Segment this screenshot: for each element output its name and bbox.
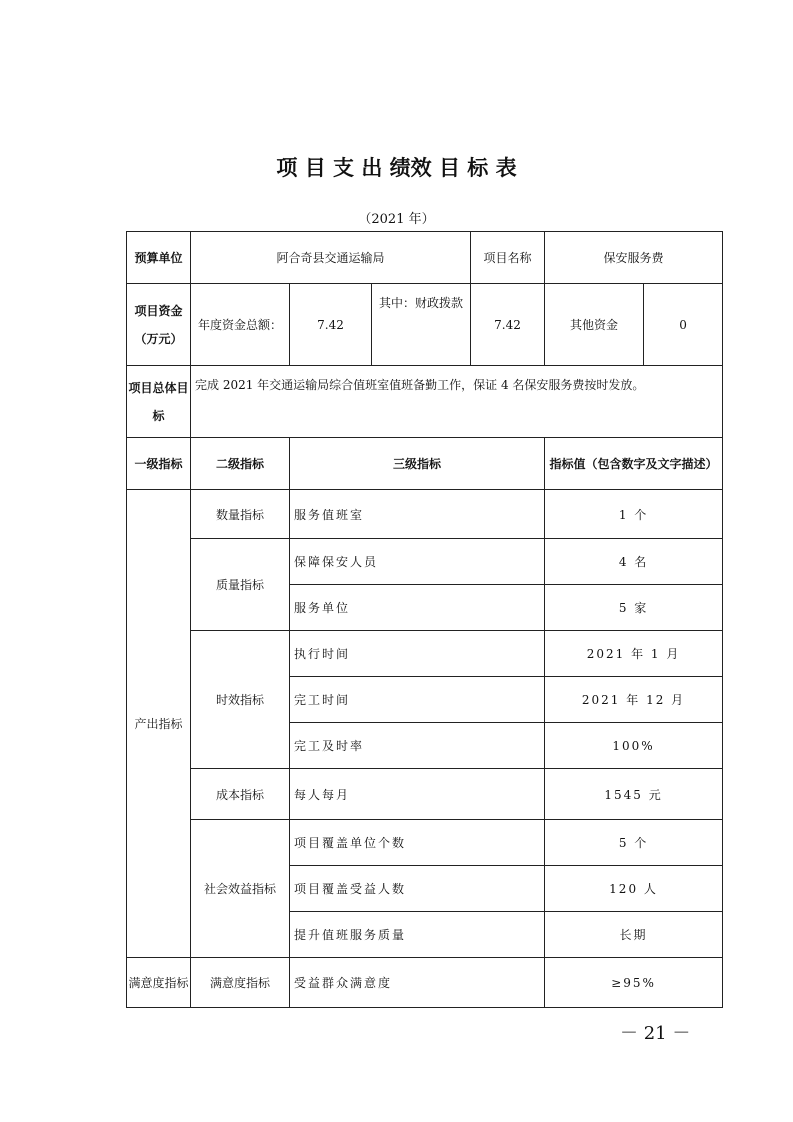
goal-label (127, 366, 191, 438)
indicator-cell: 完工及时率 (290, 723, 545, 769)
funds-label-line2: （万元） (134, 331, 183, 346)
budget-unit-label: 预算单位 (127, 232, 191, 284)
annual-total-value: 7.42 (290, 284, 372, 366)
table-row (127, 820, 723, 866)
table-row (127, 958, 723, 1008)
indicator-cell: 服务值班室 (290, 490, 545, 539)
value-cell: ≥95% (545, 958, 723, 1008)
indicator-cell: 每人每月 (290, 769, 545, 820)
level2-timeliness: 时效指标 (191, 631, 290, 769)
goal-text: 完成 2021 年交通运输局综合值班室值班备勤工作，保证 4 名保安服务费按时发放。 (191, 366, 723, 438)
table-row (127, 631, 723, 677)
value-cell: 100% (545, 723, 723, 769)
level2-satisfaction: 满意度指标 (191, 958, 290, 1008)
value-cell: 120 人 (545, 866, 723, 912)
value-cell: 长期 (545, 912, 723, 958)
value-cell: 2021 年 1 月 (545, 631, 723, 677)
col-level2: 二级指标 (191, 438, 290, 490)
level2-cost: 成本指标 (191, 769, 290, 820)
col-value: 指标值（包含数字及文字描述） (545, 438, 723, 490)
performance-table (126, 231, 723, 1008)
budget-unit-value: 阿合奇县交通运输局 (191, 232, 471, 284)
table-row (127, 769, 723, 820)
indicator-cell: 执行时间 (290, 631, 545, 677)
year-label: （2021 年） (358, 212, 435, 227)
value-cell: 2021 年 12 月 (545, 677, 723, 723)
funds-label-line1: 项目资金 (134, 303, 183, 318)
col-level3: 三级指标 (290, 438, 545, 490)
level2-social: 社会效益指标 (191, 820, 290, 958)
goal-label-line2: 标 (152, 408, 165, 423)
annual-total-label: 年度资金总额： (191, 284, 290, 366)
funds-label (127, 284, 191, 366)
value-cell: 4 名 (545, 539, 723, 585)
value-cell: 5 家 (545, 585, 723, 631)
funds-row (127, 284, 723, 366)
fiscal-value: 7.42 (471, 284, 545, 366)
indicator-cell: 服务单位 (290, 585, 545, 631)
indicator-cell: 项目覆盖单位个数 (290, 820, 545, 866)
table-row (127, 490, 723, 539)
level1-output: 产出指标 (127, 490, 191, 958)
value-cell: 1 个 (545, 490, 723, 539)
indicator-cell: 受益群众满意度 (290, 958, 545, 1008)
project-name-value: 保安服务费 (545, 232, 723, 284)
column-header-row (127, 438, 723, 490)
page-title: 项 目 支 出 绩效 目 标 表 (276, 156, 517, 180)
other-label: 其他资金 (545, 284, 644, 366)
indicator-cell: 完工时间 (290, 677, 545, 723)
other-value: 0 (644, 284, 723, 366)
level1-satisfaction: 满意度指标 (127, 958, 191, 1008)
project-name-label: 项目名称 (471, 232, 545, 284)
level2-quantity: 数量指标 (191, 490, 290, 539)
level2-quality: 质量指标 (191, 539, 290, 631)
goal-row (127, 366, 723, 438)
budget-unit-row (127, 232, 723, 284)
table-row (127, 539, 723, 585)
page-number: － 21 － (620, 1023, 691, 1044)
indicator-cell: 保障保安人员 (290, 539, 545, 585)
goal-label-line1: 项目总体目 (128, 380, 189, 395)
value-cell: 5 个 (545, 820, 723, 866)
fiscal-label: 其中：财政拨款 (372, 284, 471, 366)
col-level1: 一级指标 (127, 438, 191, 490)
indicator-cell: 提升值班服务质量 (290, 912, 545, 958)
indicator-cell: 项目覆盖受益人数 (290, 866, 545, 912)
value-cell: 1545 元 (545, 769, 723, 820)
